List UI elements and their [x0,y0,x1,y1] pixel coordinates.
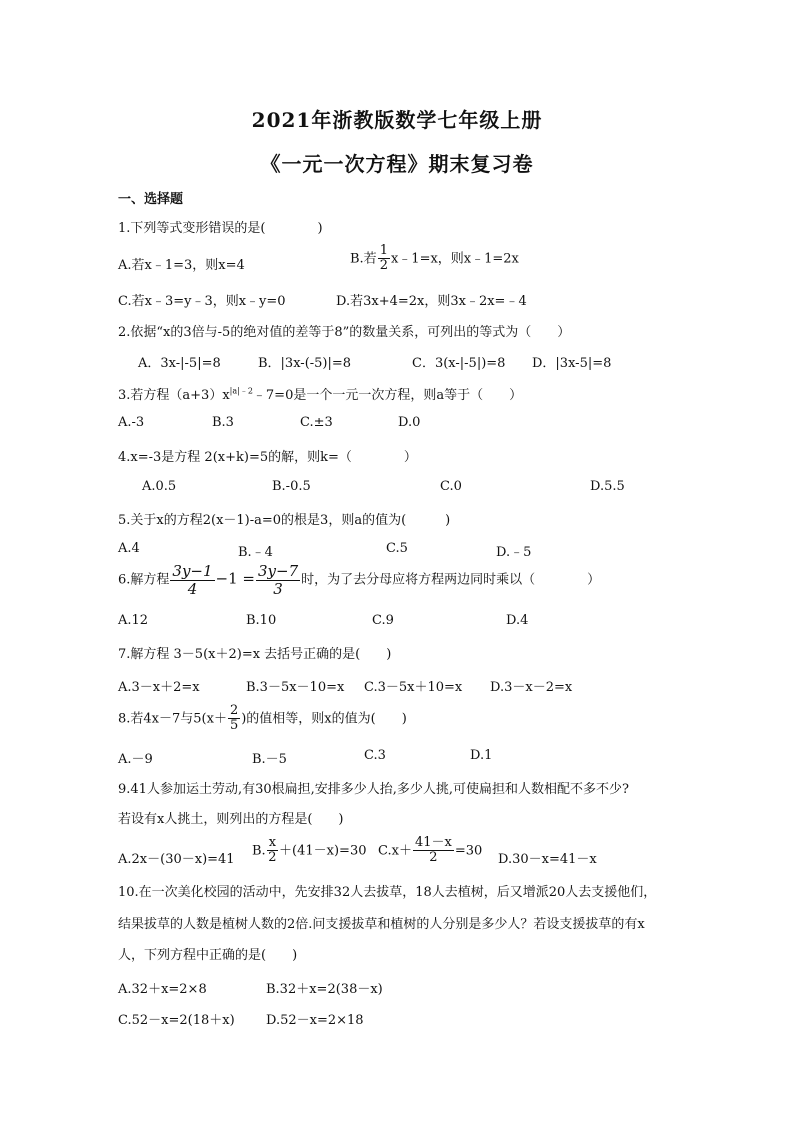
question-2-option-b: B．|3x-(-5)|=8 [258,356,352,371]
document-subtitle: 《一元一次方程》期末复习卷 [260,152,534,176]
question-10-option-a: A.32＋x=2×8 [118,982,207,997]
exponent: |a|﹣2 [229,386,253,396]
question-7-option-c: C.3－5x＋10=x [364,680,463,695]
numerator: 1 [379,243,388,258]
question-10-line-1: 10.在一次美化校园的活动中，先安排32人去拔草，18人去植树，后又增派20人去支援他们， [118,885,657,900]
question-9-option-b [252,836,366,866]
question-9-line-1: 9.41人参加运土劳动,有30根扁担,安排多少人抬,多少人挑,可使扁担和人数相配不多不少? [118,782,629,797]
stem-suffix: )的值相等，则x的值为( ) [241,711,407,727]
section-heading: 一、选择题 [118,192,184,207]
fraction [413,836,454,866]
stem-middle: −1 = [215,569,255,588]
numerator: 41－x [414,835,452,850]
question-7-stem: 7.解方程 3－5(x＋2)=x 去括号正确的是( ) [118,647,392,662]
question-5-option-d: D.﹣5 [496,545,532,560]
question-8-stem [118,704,407,734]
question-6-stem [118,563,600,597]
question-2-option-c: C．3(x-|-5|)=8 [412,356,506,371]
question-9-option-c [378,836,482,866]
question-8-option-a: A.－9 [118,752,153,767]
question-1-option-b [350,244,519,274]
question-6-option-d: D.4 [506,613,529,628]
numerator: 2 [229,703,239,718]
question-7-option-a: A.3－x＋2=x [118,680,200,695]
question-3-option-c: C.±3 [300,415,333,430]
option-c-suffix: =30 [454,843,483,859]
question-5-option-a: A.4 [118,541,140,556]
question-2-option-d: D．|3x-5|=8 [532,356,612,371]
question-9-option-d: D.30－x=41－x [498,852,597,867]
option-b-prefix: B. [252,843,266,859]
stem-prefix: 3.若方程（a+3）x [118,388,230,403]
question-1-option-d: D.若3x+4=2x，则3x﹣2x=﹣4 [336,294,527,309]
stem-suffix: 时，为了去分母应将方程两边同时乘以（ ） [301,572,601,588]
fraction-left [170,563,214,597]
fraction-right [256,563,300,597]
question-10-option-d: D.52－x=2×18 [266,1013,364,1028]
denominator: 5 [229,718,239,734]
document-title: 2021年浙教版数学七年级上册 [251,108,543,132]
question-8-option-c: C.3 [364,748,386,763]
question-10-option-b: B.32＋x=2(38－x) [266,982,383,997]
option-c-prefix: C.x＋ [378,843,412,859]
stem-prefix: 6.解方程 [118,572,170,588]
fraction [378,244,390,274]
numerator: x [268,835,277,850]
question-7-option-b: B.3－5x－10=x [246,680,345,695]
question-5-option-c: C.5 [386,541,408,556]
question-5-stem: 5.关于x的方程2(x－1)-a=0的根是3，则a的值为( ) [118,513,451,528]
question-10-line-3: 人，下列方程中正确的是( ) [118,948,298,963]
denominator: 4 [187,579,198,598]
question-9-option-a: A.2x－(30－x)=41 [118,852,235,867]
stem-suffix: ﹣7=0是一个一元一次方程，则a等于（ ） [252,388,523,403]
question-2-option-a: A．3x-|-5|=8 [138,356,221,371]
question-3-option-b: B.3 [212,415,234,430]
denominator: 3 [273,579,283,598]
question-4-option-d: D.5.5 [590,479,625,494]
question-5-option-b: B.﹣4 [238,545,273,560]
question-9-line-2: 若设有x人挑土，则列出的方程是( ) [118,812,344,827]
question-1-stem: 1.下列等式变形错误的是( ) [118,221,323,236]
question-10-option-c: C.52－x=2(18＋x) [118,1013,235,1028]
numerator: 3y−7 [258,562,299,580]
question-4-stem: 4.x=-3是方程 2(x+k)=5的解，则k=（ ） [118,450,417,465]
stem-prefix: 8.若4x－7与5(x＋ [118,711,227,727]
option-b-suffix: ＋(41－x)=30 [279,843,367,859]
question-6-option-c: C.9 [372,613,394,628]
question-3-option-d: D.0 [398,415,421,430]
option-b-suffix: x﹣1=x，则x﹣1=2x [390,251,519,267]
option-b-prefix: B.若 [350,251,377,267]
question-1-option-c: C.若x﹣3=y﹣3，则x﹣y=0 [118,294,286,309]
question-8-option-b: B.－5 [252,752,287,767]
question-6-option-b: B.10 [246,613,277,628]
question-6-option-a: A.12 [118,613,149,628]
question-4-option-a: A.0.5 [142,479,177,494]
question-1-option-a: A.若x﹣1=3，则x=4 [118,258,245,273]
question-3-stem [118,384,522,403]
question-8-option-d: D.1 [470,748,493,763]
question-4-option-c: C.0 [440,479,462,494]
numerator: 3y−1 [172,562,213,580]
question-2-stem: 2.依据“x的3倍与-5的绝对值的差等于8”的数量关系，可列出的等式为（ ） [118,325,571,340]
denominator: 2 [268,850,277,866]
question-3-option-a: A.-3 [118,415,145,430]
denominator: 2 [429,850,438,866]
fraction [267,836,278,866]
fraction [228,704,240,734]
question-10-line-2: 结果拔草的人数是植树人数的2倍.问支援拔草和植树的人分别是多少人？若设支援拔草的有x [118,917,645,932]
denominator: 2 [379,258,388,274]
question-4-option-b: B.-0.5 [272,479,311,494]
question-7-option-d: D.3－x－2=x [490,680,573,695]
